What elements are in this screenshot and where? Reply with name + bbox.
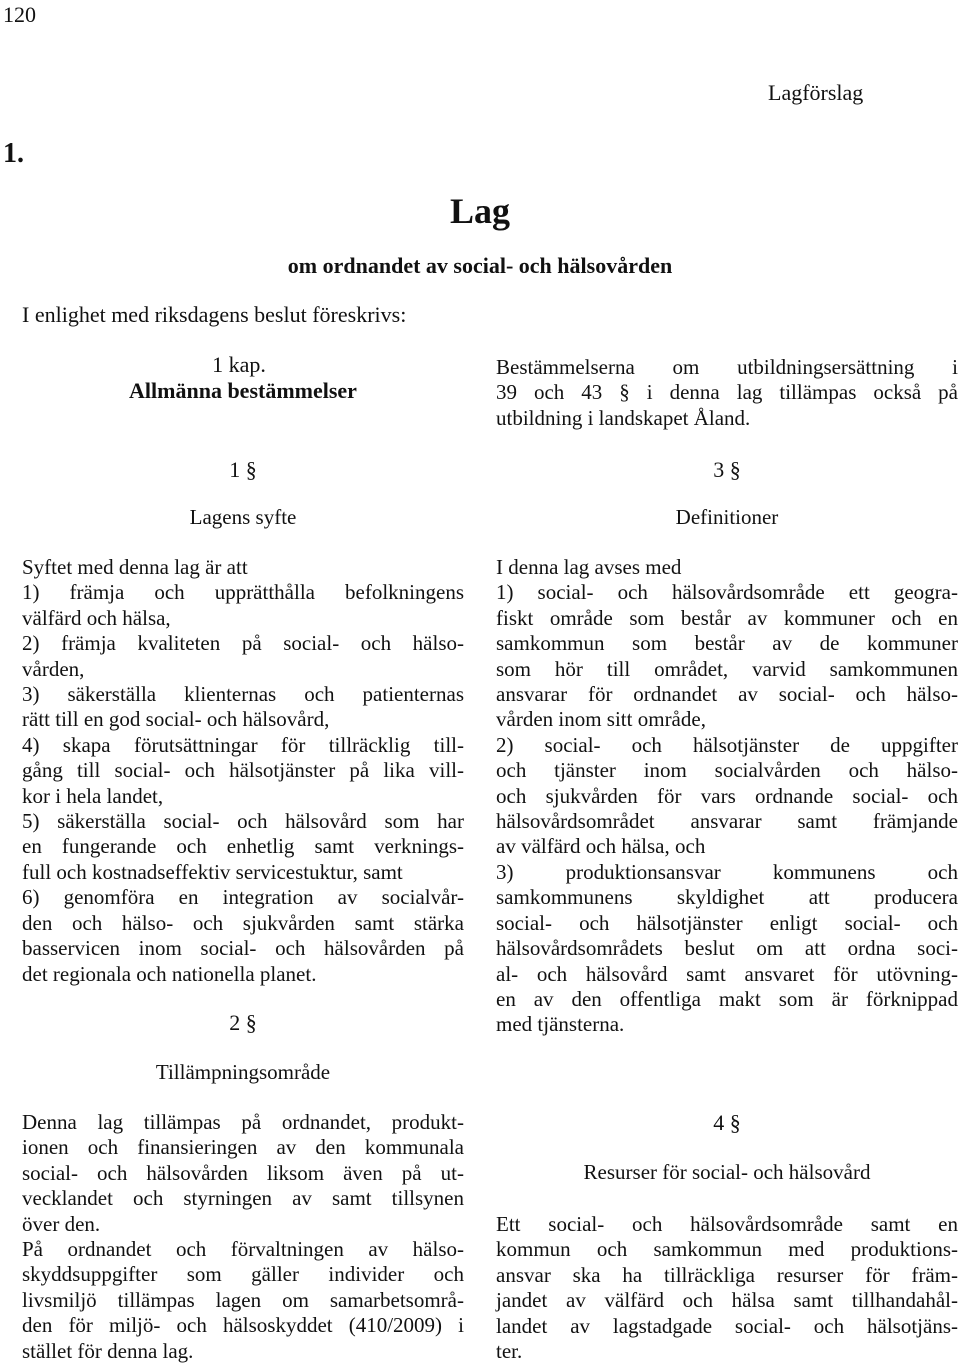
section-2-body — [22, 1110, 464, 1364]
text-line: 6) genomföra en integration av socialvår- — [22, 885, 464, 910]
text-line: social- och hälsovården liksom även på ut- — [22, 1160, 464, 1185]
text-line: hälsovårdsområdet ansvarar samt främjande — [496, 809, 958, 834]
text-line: samkommunens skyldighet att producera — [496, 885, 958, 910]
text-line: ansvar ska ha tillräckliga resurser för främ- — [496, 1262, 958, 1287]
text-line: gång till social- och hälsotjänster på lika vill- — [22, 758, 464, 783]
text-line: 5) säkerställa social- och hälsovård som har — [22, 809, 464, 834]
text-line: livsmiljö tillämpas lagen om samarbetsområ- — [22, 1287, 464, 1312]
section-3-body — [496, 555, 958, 1038]
text-line: det regionala och nationella planet. — [22, 961, 317, 986]
text-line: social- och hälsotjänster enligt social- och — [496, 910, 958, 935]
chapter-heading-block — [22, 352, 464, 404]
enactment-clause: I enlighet med riksdagens beslut föreskrivs: — [22, 302, 407, 327]
text-line: Denna lag tillämpas på ordnandet, produkt- — [22, 1110, 464, 1134]
section-1-body — [22, 555, 464, 987]
text-line: landet av lagstadgade social- och hälsotjäns- — [496, 1313, 958, 1338]
section-3-number: 3 § — [713, 457, 741, 482]
text-line: 3) produktionsansvar kommunens och — [496, 859, 958, 884]
text-line: Bestämmelserna om utbildningsersättning i — [496, 355, 958, 379]
section-2-number: 2 § — [229, 1010, 257, 1035]
section-4-body — [496, 1212, 958, 1364]
text-line: med tjänsterna. — [496, 1012, 625, 1037]
text-line: 3) säkerställa klienternas och patienternas — [22, 682, 464, 707]
text-line: den för miljö- och hälsoskyddet (410/2009) i — [22, 1313, 464, 1338]
text-line: Syftet med denna lag är att — [22, 555, 248, 579]
text-line: av välfärd och hälsa, och — [496, 834, 706, 859]
text-line: vården, — [22, 656, 85, 681]
text-line: ionen och finansieringen av den kommunala — [22, 1135, 464, 1160]
text-line: basservicen inom social- och hälsovården på — [22, 936, 464, 961]
text-line: utbildning i landskapet Åland. — [496, 405, 751, 430]
section-4-number: 4 § — [713, 1110, 741, 1135]
document-number: 1. — [3, 138, 24, 169]
section-1-number: 1 § — [229, 457, 257, 482]
text-line: en av den offentliga makt som är förknippad — [496, 986, 958, 1011]
text-line: vården inom sitt område, — [496, 707, 706, 732]
running-header: Lagförslag — [768, 80, 864, 105]
text-line: 2) främja kvaliteten på social- och hälso- — [22, 631, 464, 656]
text-line: jandet av välfärd och hälsa samt tillhandahål- — [496, 1288, 958, 1313]
chapter-number: 1 kap. — [212, 352, 266, 377]
text-line: vecklandet och styrningen av samt tillsynen — [22, 1186, 464, 1211]
section-2-title: Tillämpningsområde — [155, 1060, 331, 1084]
text-line: hälsovårdsområdets beslut om att ordna soci- — [496, 936, 958, 961]
text-line: över den. — [22, 1211, 101, 1236]
section-2-continuation — [496, 355, 958, 431]
text-line: På ordnandet och förvaltningen av hälso- — [22, 1237, 464, 1262]
chapter-title: Allmänna bestämmelser — [129, 378, 357, 404]
text-line: samkommun som består av de kommuner — [496, 631, 958, 656]
text-line: kor i hela landet, — [22, 783, 164, 808]
text-line: en fungerande och enhetlig samt verknings- — [22, 834, 464, 859]
text-line: 4) skapa förutsättningar för tillräcklig till- — [22, 732, 464, 757]
text-line: 2) social- och hälsotjänster de uppgifter — [496, 732, 958, 757]
text-line: ter. — [496, 1339, 523, 1364]
text-line: välfärd och hälsa, — [22, 605, 171, 630]
text-line: stället för denna lag. — [22, 1338, 194, 1363]
text-line: al- och hälsovård samt ansvaret för utövning- — [496, 961, 958, 986]
text-line: skyddsuppgifter som gäller individer och — [22, 1262, 464, 1287]
text-line: 1) främja och upprätthålla befolkningens — [22, 580, 464, 605]
page-number: 120 — [3, 2, 36, 27]
section-3-title: Definitioner — [675, 505, 779, 529]
text-line: och tjänster inom socialvården och hälso- — [496, 758, 958, 783]
text-line: Ett social- och hälsovårdsområde samt en — [496, 1212, 958, 1236]
law-subtitle: om ordnandet av social- och hälsovården — [287, 253, 673, 278]
text-line: 39 och 43 § i denna lag tillämpas också på — [496, 380, 958, 405]
section-1-title: Lagens syfte — [189, 505, 297, 529]
section-4-title: Resurser för social- och hälsovård — [583, 1160, 871, 1184]
law-title: Lag — [449, 191, 510, 231]
text-line: och sjukvården för vars ordnande social- och — [496, 783, 958, 808]
text-line: den och hälso- och sjukvården samt stärka — [22, 910, 464, 935]
text-line: I denna lag avses med — [496, 555, 682, 579]
text-line: som hör till området, varvid samkommunen — [496, 656, 958, 681]
text-line: 1) social- och hälsovårdsområde ett geogra- — [496, 580, 958, 605]
text-line: full och kostnadseffektiv servicestuktur, samt — [22, 859, 403, 884]
text-line: fiskt område som består av kommuner och en — [496, 605, 958, 630]
text-line: rätt till en god social- och hälsovård, — [22, 707, 330, 732]
text-line: ansvarar för ordnandet av social- och hälso- — [496, 682, 958, 707]
text-line: kommun och samkommun med produktions- — [496, 1237, 958, 1262]
